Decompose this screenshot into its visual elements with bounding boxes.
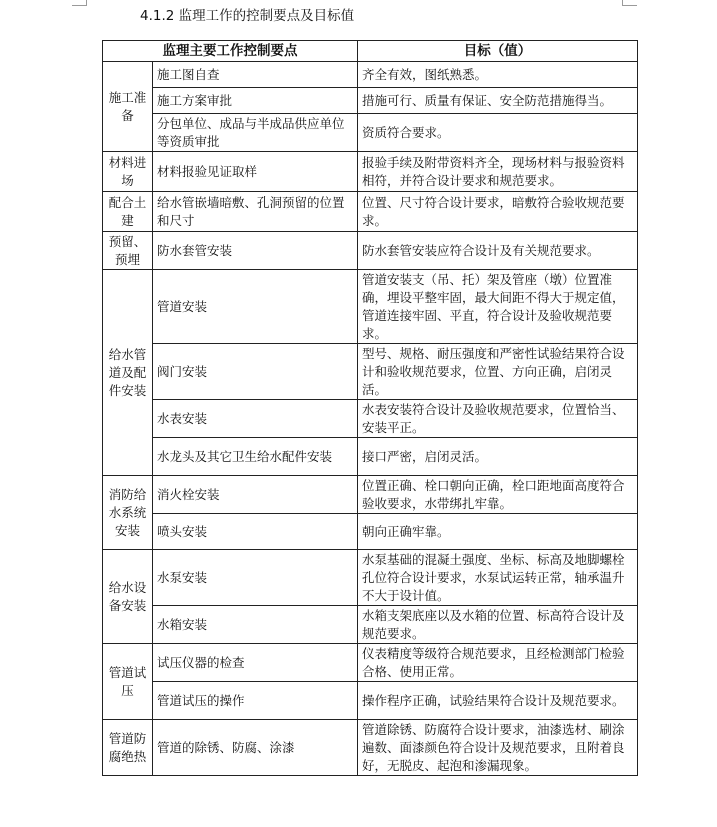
control-point-cell: 消火栓安装 xyxy=(153,476,358,514)
table-row xyxy=(103,514,638,550)
target-cell: 位置正确、栓口朝向正确，栓口距地面高度符合验收要求，水带绑扎牢靠。 xyxy=(358,476,638,514)
table-row xyxy=(103,720,638,776)
target-cell: 齐全有效，图纸熟悉。 xyxy=(358,62,638,88)
category-cell: 给水管道及配件安装 xyxy=(103,270,153,476)
table-row xyxy=(103,270,638,344)
table-row xyxy=(103,62,638,88)
control-point-cell: 试压仪器的检查 xyxy=(153,644,358,682)
category-cell: 给水设备安装 xyxy=(103,550,153,644)
table-row xyxy=(103,476,638,514)
category-cell: 材料进场 xyxy=(103,152,153,192)
page-corner-mark-left xyxy=(86,0,87,6)
control-point-cell: 管道的除锈、防腐、涂漆 xyxy=(153,720,358,776)
category-cell: 消防给水系统安装 xyxy=(103,476,153,550)
table-row xyxy=(103,152,638,192)
control-point-cell: 管道试压的操作 xyxy=(153,682,358,720)
category-cell: 管道试压 xyxy=(103,644,153,720)
target-cell: 水泵基础的混凝土强度、坐标、标高及地脚螺栓孔位符合设计要求，水泵试运转正常，轴承温升不大于设计值。 xyxy=(358,550,638,606)
table-row xyxy=(103,438,638,476)
control-point-cell: 管道安装 xyxy=(153,270,358,344)
control-point-cell: 阀门安装 xyxy=(153,344,358,400)
control-point-cell: 分包单位、成品与半成品供应单位等资质审批 xyxy=(153,114,358,152)
table-row xyxy=(103,644,638,682)
header-control-points: 监理主要工作控制要点 xyxy=(103,41,358,62)
target-cell: 操作程序正确，试验结果符合设计及规范要求。 xyxy=(358,682,638,720)
control-point-cell: 材料报验见证取样 xyxy=(153,152,358,192)
target-cell: 防水套管安装应符合设计及有关规范要求。 xyxy=(358,232,638,270)
category-cell: 施工准备 xyxy=(103,62,153,152)
target-cell: 水表安装符合设计及验收规范要求，位置恰当、安装平正。 xyxy=(358,400,638,438)
target-cell: 资质符合要求。 xyxy=(358,114,638,152)
page-corner-mark-right-h xyxy=(623,5,637,6)
control-point-cell: 施工方案审批 xyxy=(153,88,358,114)
target-cell: 接口严密，启闭灵活。 xyxy=(358,438,638,476)
control-point-cell: 水龙头及其它卫生给水配件安装 xyxy=(153,438,358,476)
category-cell: 管道防腐绝热 xyxy=(103,720,153,776)
control-point-cell: 水箱安装 xyxy=(153,606,358,644)
table-row xyxy=(103,400,638,438)
table-row xyxy=(103,232,638,270)
target-cell: 仪表精度等级符合规范要求，且经检测部门检验合格、使用正常。 xyxy=(358,644,638,682)
control-point-cell: 防水套管安装 xyxy=(153,232,358,270)
target-cell: 水箱支架底座以及水箱的位置、标高符合设计及规范要求。 xyxy=(358,606,638,644)
target-cell: 位置、尺寸符合设计要求，暗敷符合验收规范要求。 xyxy=(358,192,638,232)
control-point-cell: 施工图自查 xyxy=(153,62,358,88)
header-target-value: 目标（值） xyxy=(358,41,638,62)
target-cell: 措施可行、质量有保证、安全防范措施得当。 xyxy=(358,88,638,114)
table-row xyxy=(103,344,638,400)
table-row xyxy=(103,682,638,720)
table-row xyxy=(103,550,638,606)
control-point-cell: 水泵安装 xyxy=(153,550,358,606)
page-corner-mark-left-h xyxy=(72,5,86,6)
control-point-cell: 喷头安装 xyxy=(153,514,358,550)
target-cell: 报验手续及附带资料齐全，现场材料与报验资料相符，并符合设计要求和规范要求。 xyxy=(358,152,638,192)
target-cell: 管道除锈、防腐符合设计要求，油漆选材、刷涂遍数、面漆颜色符合设计及规范要求，且附着良好，无脱皮、起泡和渗漏现象。 xyxy=(358,720,638,776)
category-cell: 预留、预埋 xyxy=(103,232,153,270)
section-heading: 4.1.2 监理工作的控制要点及目标值 xyxy=(140,8,355,24)
table-header-row xyxy=(103,41,638,62)
table-row xyxy=(103,606,638,644)
control-point-cell: 给水管嵌墙暗敷、孔洞预留的位置和尺寸 xyxy=(153,192,358,232)
control-points-table xyxy=(102,40,638,776)
target-cell: 朝向正确牢靠。 xyxy=(358,514,638,550)
table-row xyxy=(103,88,638,114)
control-point-cell: 水表安装 xyxy=(153,400,358,438)
category-cell: 配合土建 xyxy=(103,192,153,232)
target-cell: 管道安装支（吊、托）架及管座（墩）位置准确，埋设平整牢固，最大间距不得大于规定值，管道连接牢固、平直，符合设计及验收规范要求。 xyxy=(358,270,638,344)
target-cell: 型号、规格、耐压强度和严密性试验结果符合设计和验收规范要求，位置、方向正确，启闭灵活。 xyxy=(358,344,638,400)
table-row xyxy=(103,114,638,152)
table-row xyxy=(103,192,638,232)
